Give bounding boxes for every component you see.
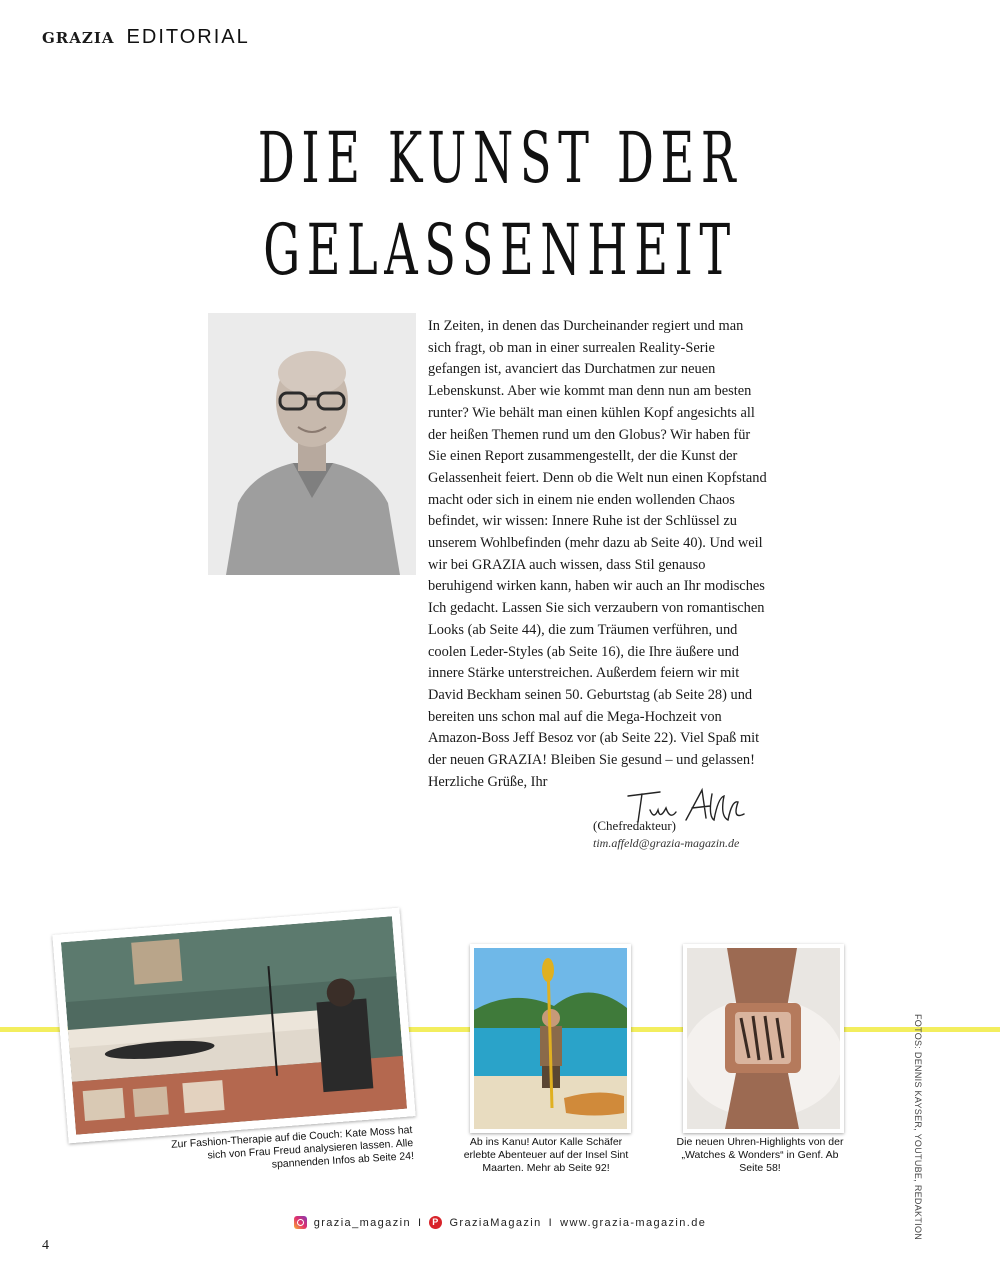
caption-couch: Zur Fashion-Therapie auf die Couch: Kate Moss hat sich von Frau Freud analysieren lassen. Alle spannenden Infos ab Seite 24! xyxy=(170,1124,415,1171)
signature-email: tim.affeld@grazia-magazin.de xyxy=(593,836,740,850)
brand-logo: GRAZIA xyxy=(42,29,115,47)
signature-role: (Chefredakteur) xyxy=(593,818,677,833)
instagram-icon xyxy=(294,1216,307,1229)
caption-kanu: Ab ins Kanu! Autor Kalle Schäfer erlebte Abenteuer auf der Insel Sint Maarten. Mehr ab Seite 92! xyxy=(463,1136,629,1174)
pinterest-icon: P xyxy=(429,1216,442,1229)
footer-separator: I xyxy=(548,1216,554,1229)
footer-separator: I xyxy=(417,1216,423,1229)
headline-line-2: GELASSENHEIT xyxy=(263,209,737,291)
page-header xyxy=(42,26,250,49)
footer xyxy=(0,1216,1000,1229)
footer-website[interactable]: www.grazia-magazin.de xyxy=(560,1216,707,1229)
page-number: 4 xyxy=(42,1238,49,1253)
editorial-text: In Zeiten, in denen das Durcheinander regiert und man sich fragt, ob man in einer surrealen Reality-Serie gefangen ist, avanciert das Durchatmen zur neuen Lebenskunst. Aber wie kommt man denn nun am besten runter? Wie behält man einen kühlen Kopf angesichts all der heißen Themen rund um den Globus? Wir haben für Sie einen Report zusammengestellt, der die Kunst der Gelassenheit feiert. Denn ob die Welt nun einen Kopfstand macht oder sich in einem nie enden wollenden Chaos befindet, wir wissen: Innere Ruhe ist der Schlüssel zu unserem Wohlbefinden (mehr dazu ab Seite 40). Und weil wir bei GRAZIA auch wissen, dass Stil genauso beruhigend wirken kann, haben wir auch an Ihr modisches Ich gedacht. Lassen Sie sich verzaubern von romantischen Looks (ab Seite 44), die zum Träumen verführen, und coolen Leder-Styles (ab Seite 16), die Ihre äußere und innere Stärke unterstreichen. Außerdem feiern wir mit David Beckham seinen 50. Geburtstag (ab Seite 28) und bereiten uns schon mal auf die Mega-Hochzeit von Amazon-Boss Jeff Besoz vor (ab Seite 22). Viel Spaß mit der neuen GRAZIA! Bleiben Sie gesund – und gelassen! Herzliche Grüße, Ihr xyxy=(428,318,767,790)
footer-pinterest[interactable]: GraziaMagazin xyxy=(449,1216,542,1229)
section-label: EDITORIAL xyxy=(126,26,250,48)
photo-kanu xyxy=(470,944,631,1133)
headline-line-1: DIE KUNST DER xyxy=(257,117,743,199)
editor-portrait xyxy=(208,313,416,575)
photo-watch xyxy=(683,944,844,1133)
photo-couch xyxy=(52,908,415,1144)
caption-watch: Die neuen Uhren-Highlights von der „Watches & Wonders“ in Genf. Ab Seite 58! xyxy=(676,1136,844,1174)
photo-credits: FOTOS: DENNIS KAYSER, YOUTUBE, REDAKTION xyxy=(913,1014,923,1241)
headline xyxy=(170,112,830,296)
footer-instagram[interactable]: grazia_magazin xyxy=(313,1216,411,1229)
